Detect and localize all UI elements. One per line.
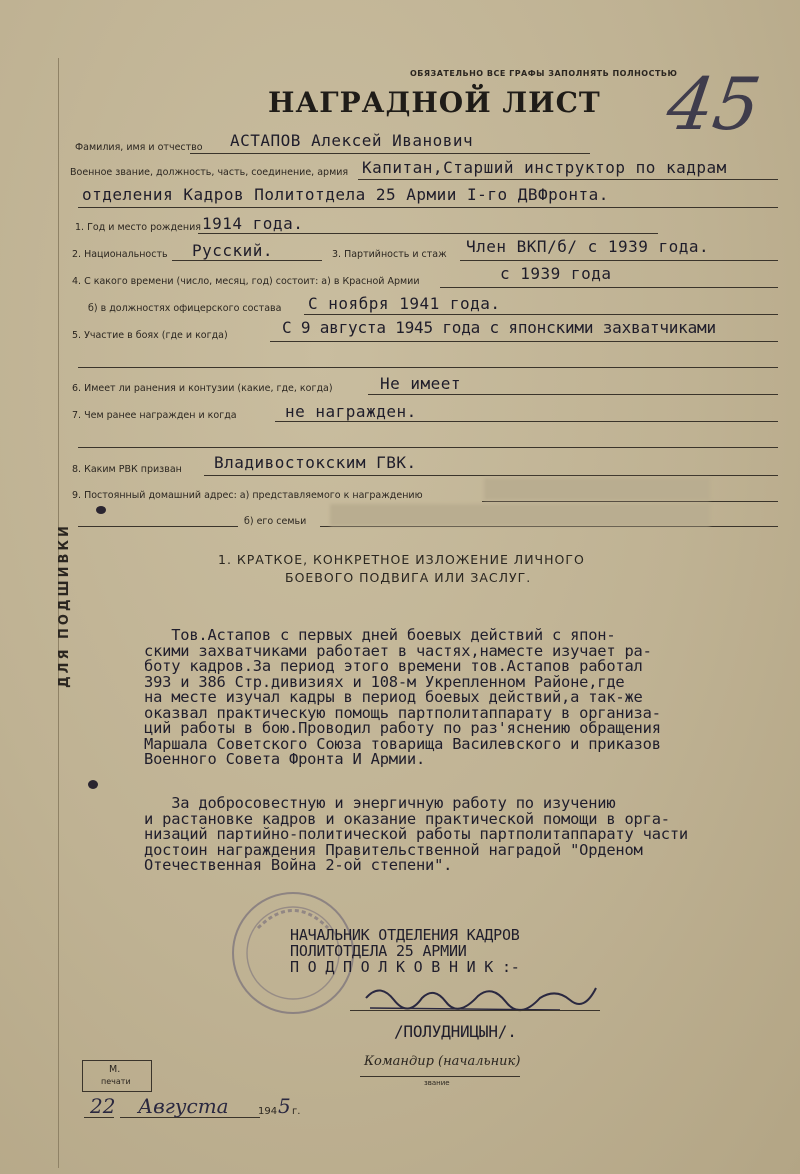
family-label: б) его семьи [244,516,307,527]
body-line: Маршала Советского Союза товарища Василевского и приказов [144,734,661,753]
since-label: 4. С какого времени (число, месяц, год) состоит: а) в Красной Армии [72,276,420,287]
rvk-line [204,475,778,476]
address-label: 9. Постоянный домашний адрес: а) представляемого к награждению [72,490,423,501]
rank-line-2 [78,207,778,208]
body-line: достоин награждения Правительственной наградой "Орденом [144,840,643,859]
body-line: Военного Совета Фронта И Армии. [144,750,426,768]
party-line [460,260,778,261]
wounds-value: Не имеет [380,374,462,393]
party-label: 3. Партийность и стаж [332,249,447,260]
header-notice: ОБЯЗАТЕЛЬНО ВСЕ ГРАФЫ ЗАПОЛНЯТЬ ПОЛНОСТЬЮ [410,69,678,78]
page-title: НАГРАДНОЙ ЛИСТ [268,86,601,119]
rank-sign-label: звание [424,1079,450,1087]
date-year-prefix: 194 [258,1106,278,1117]
since-line [440,287,778,288]
birth-label: 1. Год и место рождения [75,222,201,233]
rvk-label: 8. Каким РВК призван [72,464,182,475]
body-line: За добросовестную и энергичную работу по изучению [144,794,616,812]
body-paragraph-1 [144,628,661,768]
nationality-label: 2. Национальность [72,249,168,260]
date-month: Августа [138,1094,229,1118]
body-line: оказвал практическую помощь партполитаппарату в организа- [144,703,661,722]
birth-line [198,233,658,234]
officer-line [304,314,778,315]
battles-label: 5. Участие в боях (где и когда) [72,330,228,341]
awards-line-2 [78,447,778,448]
date-day-line [84,1117,114,1118]
rvk-value: Владивостокским ГВК. [214,453,417,472]
signature-scribble-icon [360,978,600,1022]
wounds-line [368,394,778,395]
family-line [320,526,778,527]
battles-line [270,341,778,342]
redaction-2 [330,504,710,526]
commander-label: Командир (начальник) [364,1054,521,1069]
side-label: ДЛЯ ПОДШИВКИ [56,523,72,688]
battles-line-2 [78,367,778,368]
wounds-label: 6. Имеет ли ранения и контузии (какие, где, когда) [72,383,333,394]
awards-line [275,421,778,422]
date-year-suffix: 5 [278,1094,291,1118]
body-line: и растановке кадров и оказание практической помощи в орга- [144,809,670,828]
section-heading-1: 1. КРАТКОЕ, КОНКРЕТНОЕ ИЗЛОЖЕНИЕ ЛИЧНОГО [218,552,585,567]
rank-value: Капитан,Старший инструктор по кадрам [362,158,727,177]
nationality-value: Русский. [192,241,274,260]
handwritten-number: 45 [662,62,766,146]
since-value: с 1939 года [500,264,612,283]
body-line: Тов.Астапов с первых дней боевых действий с япон- [144,626,616,644]
body-line: скими захватчиками работает в частях,наместе изучает ра- [144,641,652,660]
body-paragraph-2 [144,796,688,874]
ink-blot [96,506,106,514]
date-month-line [120,1117,260,1118]
name-value: АСТАПОВ Алексей Иванович [230,131,474,150]
signature-line-2: ПОЛИТОТДЕЛА 25 АРМИИ [290,942,467,960]
signature-name: /ПОЛУДНИЦЫН/. [394,1022,517,1041]
rank-signature-line [360,1076,520,1077]
body-line: ций работы в бою.Проводил работу по раз'яснению обращения [144,719,661,737]
name-label: Фамилия, имя и отчество [75,142,203,153]
rank-label: Военное звание, должность, часть, соединение, армия [70,167,349,178]
rank-value-2: отделения Кадров Политотдела 25 Армии I-го ДВФронта. [82,185,609,204]
family-line-left [78,526,238,527]
redaction-1 [484,478,710,500]
awards-value: не награжден. [285,402,417,421]
body-line: низаций партийно-политической работы партполитаппарату части [144,825,688,843]
name-line [190,153,590,154]
signature-line-1: НАЧАЛЬНИК ОТДЕЛЕНИЯ КАДРОВ [290,926,520,944]
signature-line [350,1010,600,1011]
address-line [482,501,778,502]
rank-line [358,179,778,180]
date-day: 22 [90,1094,116,1118]
body-line: на месте изучал кадры в период боевых действий,а так-же [144,688,643,706]
officer-label: б) в должностях офицерского состава [88,303,282,314]
nationality-line [172,260,322,261]
mp-label: М. [109,1064,121,1075]
stamp-label: печати [101,1077,131,1086]
officer-value: С ноября 1941 года. [308,294,501,313]
birth-value: 1914 года. [202,214,304,233]
awards-label: 7. Чем ранее награжден и когда [72,410,237,421]
body-line: Отечественная Война 2-ой степени". [144,856,453,874]
signature-line-3: П О Д П О Л К О В Н И К :- [290,958,520,976]
ink-blot [88,780,98,789]
battles-value: С 9 августа 1945 года с японскими захватчиками [282,318,716,337]
body-line: боту кадров.За период этого времени тов.Астапов работал [144,657,643,675]
body-line: 393 и 386 Стр.дивизиях и 108-м Укрепленном Районе,где [144,672,625,691]
party-value: Член ВКП/б/ с 1939 года. [466,237,710,256]
stamp-place-box [82,1060,152,1092]
year-suffix: г. [292,1106,301,1117]
section-heading-2: БОЕВОГО ПОДВИГА ИЛИ ЗАСЛУГ. [285,570,532,585]
